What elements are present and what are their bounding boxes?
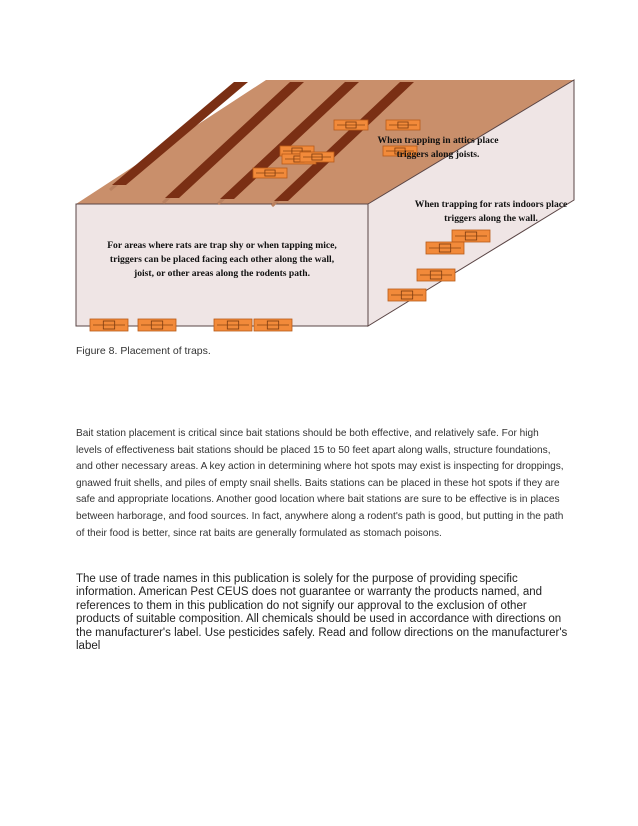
- annotation-attics: When trapping in attics place triggers along joists.: [377, 135, 499, 160]
- snap-trap-2: [386, 120, 420, 130]
- snap-trap-7: [300, 152, 334, 162]
- figure-caption: Figure 8. Placement of traps.: [76, 345, 211, 357]
- snap-trap-15: [254, 319, 292, 331]
- trap-placement-figure: [60, 68, 600, 350]
- snap-trap-14: [214, 319, 252, 331]
- snap-trap-8: [452, 230, 490, 242]
- trade-names-disclaimer: The use of trade names in this publication is solely for the purpose of providing specific information. American Pest CEUS does not guarantee or warranty the products named, and references to them in this publication do not signify our approval to the exclusion of other products of suitable composition. All chemicals should be used in accordance with directions on the manufacturer's label. Use pesticides safely. Read and follow directions on the manufacturer's label: [76, 573, 568, 653]
- snap-trap-9: [426, 242, 464, 254]
- snap-trap-1: [334, 120, 368, 130]
- snap-trap-10: [417, 269, 455, 281]
- snap-trap-13: [138, 319, 176, 331]
- snap-trap-11: [388, 289, 426, 301]
- bait-station-paragraph: Bait station placement is critical since bait stations should be both effective, and relatively safe. For high levels of effectiveness bait stations should be placed 15 to 50 feet apart along walls, structure foundations, and other necessary areas. A key action in determining where hot spots may exist is inspecting for droppings, gnawed fruit shells, and piles of empty snail shells. Baits stations can be placed in these hot spots if they are safe and appropriate locations. Another good location where bait stations are sure to be effective is in places between harborage, and food sources. In fact, anywhere along a rodent's path is good, but putting in the path of their food is better, since rat baits are generally formulated as stomach poisons.: [76, 428, 564, 539]
- annotation-walls: When trapping for rats indoors place triggers along the wall.: [414, 199, 568, 224]
- snap-trap-12: [90, 319, 128, 331]
- annotation-trap-shy: For areas where rats are trap shy or when tapping mice, triggers can be placed facing each other along the wall, joist, or other areas along the rodents path.: [107, 240, 337, 279]
- snap-trap-5: [253, 168, 287, 178]
